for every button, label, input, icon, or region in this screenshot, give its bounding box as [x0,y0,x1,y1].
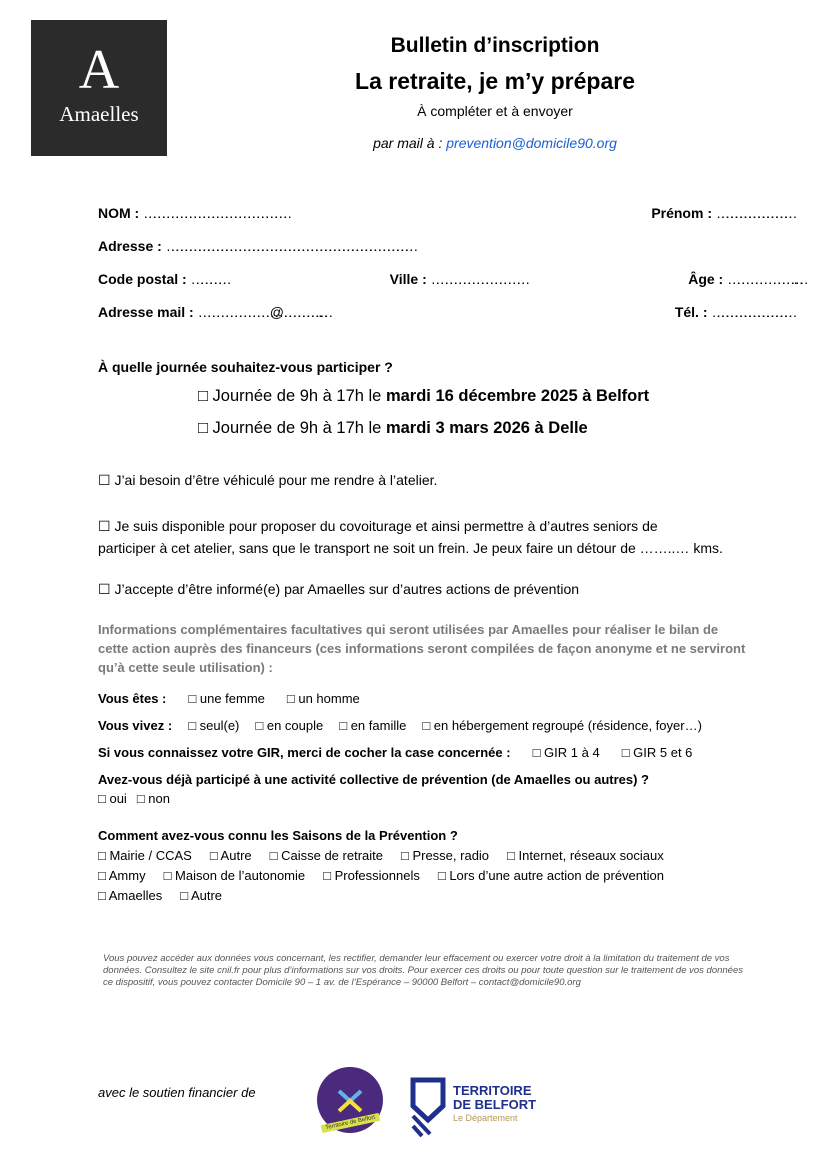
subtitle-title: La retraite, je m’y prépare [355,68,635,94]
territoire-belfort-logo [410,1076,446,1143]
covoiturage-text: participer à cet atelier, sans que le transport ne soit un frein. Je peux faire un détour de ……..… kms. [98,540,723,556]
email-link[interactable]: prevention@domicile90.org [446,135,617,151]
journee-option-delle[interactable]: □ Journée de 9h à 17h le mardi 3 mars 2026 à Delle [198,419,588,437]
email-field[interactable]: Adresse mail : …………………………………………@…………………………….. [98,304,313,320]
tb-line-3: Le Département [453,1113,518,1123]
infos-complementaires: Informations complémentaires facultatives qui seront utilisées par Amaelles pour réaliser le bilan de cette action auprès des financeurs (ces informations seront compilées de façon anonyme et ne serviront qu’à cette seule utilisation) : [98,622,746,675]
journee-question: À quelle journée souhaitez-vous participer ? [98,359,393,375]
tb-line-1: TERRITOIRE [453,1083,532,1098]
option-professionnels[interactable]: □ Professionnels [323,868,420,883]
option-autre-2[interactable]: □ Autre [180,888,223,903]
checkbox-vehicule[interactable]: ☐ J’ai besoin d’être véhiculé pour me rendre à l’atelier. [98,472,438,488]
vous-vivez-label: Vous vivez : [98,718,173,733]
legal-line-3: ce dispositif, vous pouvez contacter Domicile 90 – 1 av. de l’Espérance – 90000 Belfort – contact@domicile90.org [103,977,581,988]
checkbox-informe[interactable]: ☐ J’accepte d’être informé(e) par Amaelles sur d’autres actions de prévention [98,581,580,597]
gir-label: Si vous connaissez votre GIR, merci de cocher la case concernée : [98,745,511,760]
badge-label: Territoire de Belfort [321,1113,380,1133]
ville-field[interactable]: Ville : …………………………………………………… [389,271,521,287]
amaelles-logo: A Amaelles [31,20,167,156]
connu-label: Comment avez-vous connu les Saisons de la Prévention ? [98,828,458,843]
prenom-field[interactable]: Prénom : ………………………………………… [651,205,788,221]
form-body [98,205,788,989]
mail-line: par mail à : prevention@domicile90.org [373,135,617,151]
option-caisse[interactable]: □ Caisse de retraite [269,848,383,863]
tb-line-2: DE BELFORT [453,1097,537,1112]
option-autre-1[interactable]: □ Autre [209,848,252,863]
nom-field[interactable]: NOM : ………………………………………………………………………………… [98,205,283,221]
option-couple[interactable]: □ en couple [255,718,324,733]
option-famille[interactable]: □ en famille [339,718,407,733]
option-maison-autonomie[interactable]: □ Maison de l’autonomie [163,868,306,883]
option-presse[interactable]: □ Presse, radio [400,848,490,863]
legal-line-1: Vous pouvez accéder aux données vous concernant, les rectifier, demander leur effacement ou exercer votre droit à la limitation du traitement de vos [103,953,730,964]
deja-label: Avez-vous déjà participé à une activité collective de prévention (de Amaelles ou autres) ? [98,772,649,787]
territoire-belfort-badge [317,1067,383,1133]
vous-etes: Vous êtes : [98,691,167,706]
option-non[interactable]: □ non [136,791,170,806]
soutien-text: avec le soutien financier de [98,1085,256,1100]
checkbox-covoiturage[interactable]: ☐ Je suis disponible pour proposer du covoiturage et ainsi permettre à d’autres seniors de [98,518,658,534]
belfort-shield-icon [410,1076,446,1138]
option-gir-1-4[interactable]: □ GIR 1 à 4 [532,745,600,760]
option-internet[interactable]: □ Internet, réseaux sociaux [507,848,664,863]
option-hebergement[interactable]: □ en hébergement regroupé (résidence, foyer…) [422,718,702,733]
age-field[interactable]: Âge : ………………………………………….. [688,271,788,287]
tel-field[interactable]: Tél. : …………………………………………… [674,304,788,320]
legal-notice [103,953,823,989]
option-seul[interactable]: □ seul(e) [188,718,240,733]
option-ammy[interactable]: □ Ammy [98,868,146,883]
option-gir-5-6[interactable]: □ GIR 5 et 6 [621,745,693,760]
option-amaelles[interactable]: □ Amaelles [98,888,163,903]
option-femme[interactable]: □ une femme [188,691,265,706]
option-oui[interactable]: □ oui [98,791,127,806]
instructions: À compléter et à envoyer [417,103,573,119]
option-mairie[interactable]: □ Mairie / CCAS [98,848,192,863]
title: Bulletin d’inscription [390,34,600,57]
option-homme[interactable]: □ un homme [286,691,360,706]
adresse-field[interactable]: Adresse : ……………………………………………………………………………………………………………………………………………… [98,238,409,254]
code-postal-field[interactable]: Code postal : ………………… [98,271,223,287]
journee-option-belfort[interactable]: □ Journée de 9h à 17h le mardi 16 décembre 2025 à Belfort [198,387,650,405]
option-autre-action[interactable]: □ Lors d’une autre action de prévention [437,868,664,883]
legal-line-2: données. Consultez le site cnil.fr pour plus d’informations sur vos droits. Pour exercer ces droits ou pour toute question sur le traitement de vos données [103,965,744,976]
